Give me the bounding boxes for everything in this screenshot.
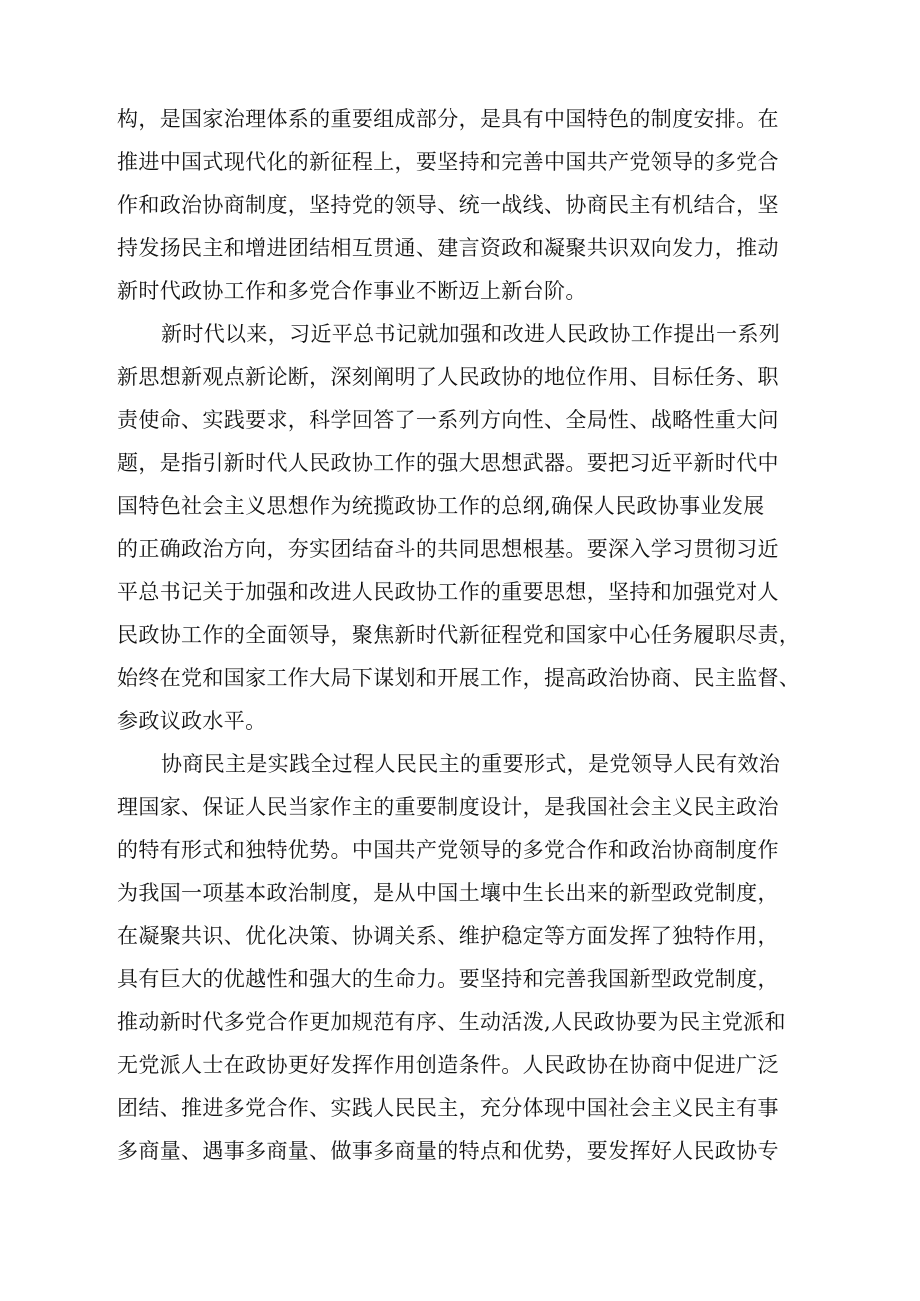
text-line: 协商民主是实践全过程人民民主的重要形式，是党领导人民有效治 bbox=[161, 752, 781, 776]
text-line: 具有巨大的优越性和强大的生命力。要坚持和完善我国新型政党制度， bbox=[117, 967, 779, 991]
text-line: 的特有形式和独特优势。中国共产党领导的多党合作和政治协商制度作 bbox=[117, 838, 779, 862]
text-line: 的正确政治方向，夯实团结奋斗的共同思想根基。要深入学习贯彻习近 bbox=[117, 537, 779, 561]
text-line: 推进中国式现代化的新征程上，要坚持和完善中国共产党领导的多党合 bbox=[117, 150, 779, 174]
text-line: 参政议政水平。 bbox=[117, 709, 267, 733]
text-line: 民政协工作的全面领导，聚焦新时代新征程党和国家中心任务履职尽责， bbox=[117, 623, 801, 647]
paragraph-2 bbox=[117, 313, 837, 743]
text-line: 无党派人士在政协更好发挥作用创造条件。人民政协在协商中促进广泛 bbox=[117, 1053, 779, 1077]
paragraph-1 bbox=[117, 98, 837, 313]
text-line: 推动新时代多党合作更加规范有序、生动活泼,人民政协要为民主党派和 bbox=[117, 1010, 786, 1034]
text-line: 多商量、遇事多商量、做事多商量的特点和优势，要发挥好人民政协专 bbox=[117, 1139, 779, 1163]
document-body bbox=[117, 98, 837, 1173]
text-line: 为我国一项基本政治制度，是从中国土壤中生长出来的新型政党制度， bbox=[117, 881, 779, 905]
text-line: 平总书记关于加强和改进人民政协工作的重要思想，坚持和加强党对人 bbox=[117, 580, 779, 604]
text-line: 构，是国家治理体系的重要组成部分，是具有中国特色的制度安排。在 bbox=[117, 107, 779, 131]
text-line: 题，是指引新时代人民政协工作的强大思想武器。要把习近平新时代中 bbox=[117, 451, 779, 475]
paragraph-3 bbox=[117, 743, 837, 1173]
text-line: 新时代政协工作和多党合作事业不断迈上新台阶。 bbox=[117, 279, 587, 303]
text-line: 责使命、实践要求，科学回答了一系列方向性、全局性、战略性重大问 bbox=[117, 408, 779, 432]
text-line: 新时代以来，习近平总书记就加强和改进人民政协工作提出一系列 bbox=[161, 322, 781, 346]
text-line: 始终在党和国家工作大局下谋划和开展工作，提高政治协商、民主监督、 bbox=[117, 666, 801, 690]
text-line: 持发扬民主和增进团结相互贯通、建言资政和凝聚共识双向发力，推动 bbox=[117, 236, 779, 260]
text-line: 新思想新观点新论断，深刻阐明了人民政协的地位作用、目标任务、职 bbox=[117, 365, 779, 389]
text-line: 在凝聚共识、优化决策、协调关系、维护稳定等方面发挥了独特作用， bbox=[117, 924, 779, 948]
text-line: 国特色社会主义思想作为统揽政协工作的总纲,确保人民政协事业发展 bbox=[117, 494, 765, 518]
text-line: 作和政治协商制度，坚持党的领导、统一战线、协商民主有机结合，坚 bbox=[117, 193, 779, 217]
text-line: 理国家、保证人民当家作主的重要制度设计，是我国社会主义民主政治 bbox=[117, 795, 779, 819]
text-line: 团结、推进多党合作、实践人民民主，充分体现中国社会主义民主有事 bbox=[117, 1096, 779, 1120]
